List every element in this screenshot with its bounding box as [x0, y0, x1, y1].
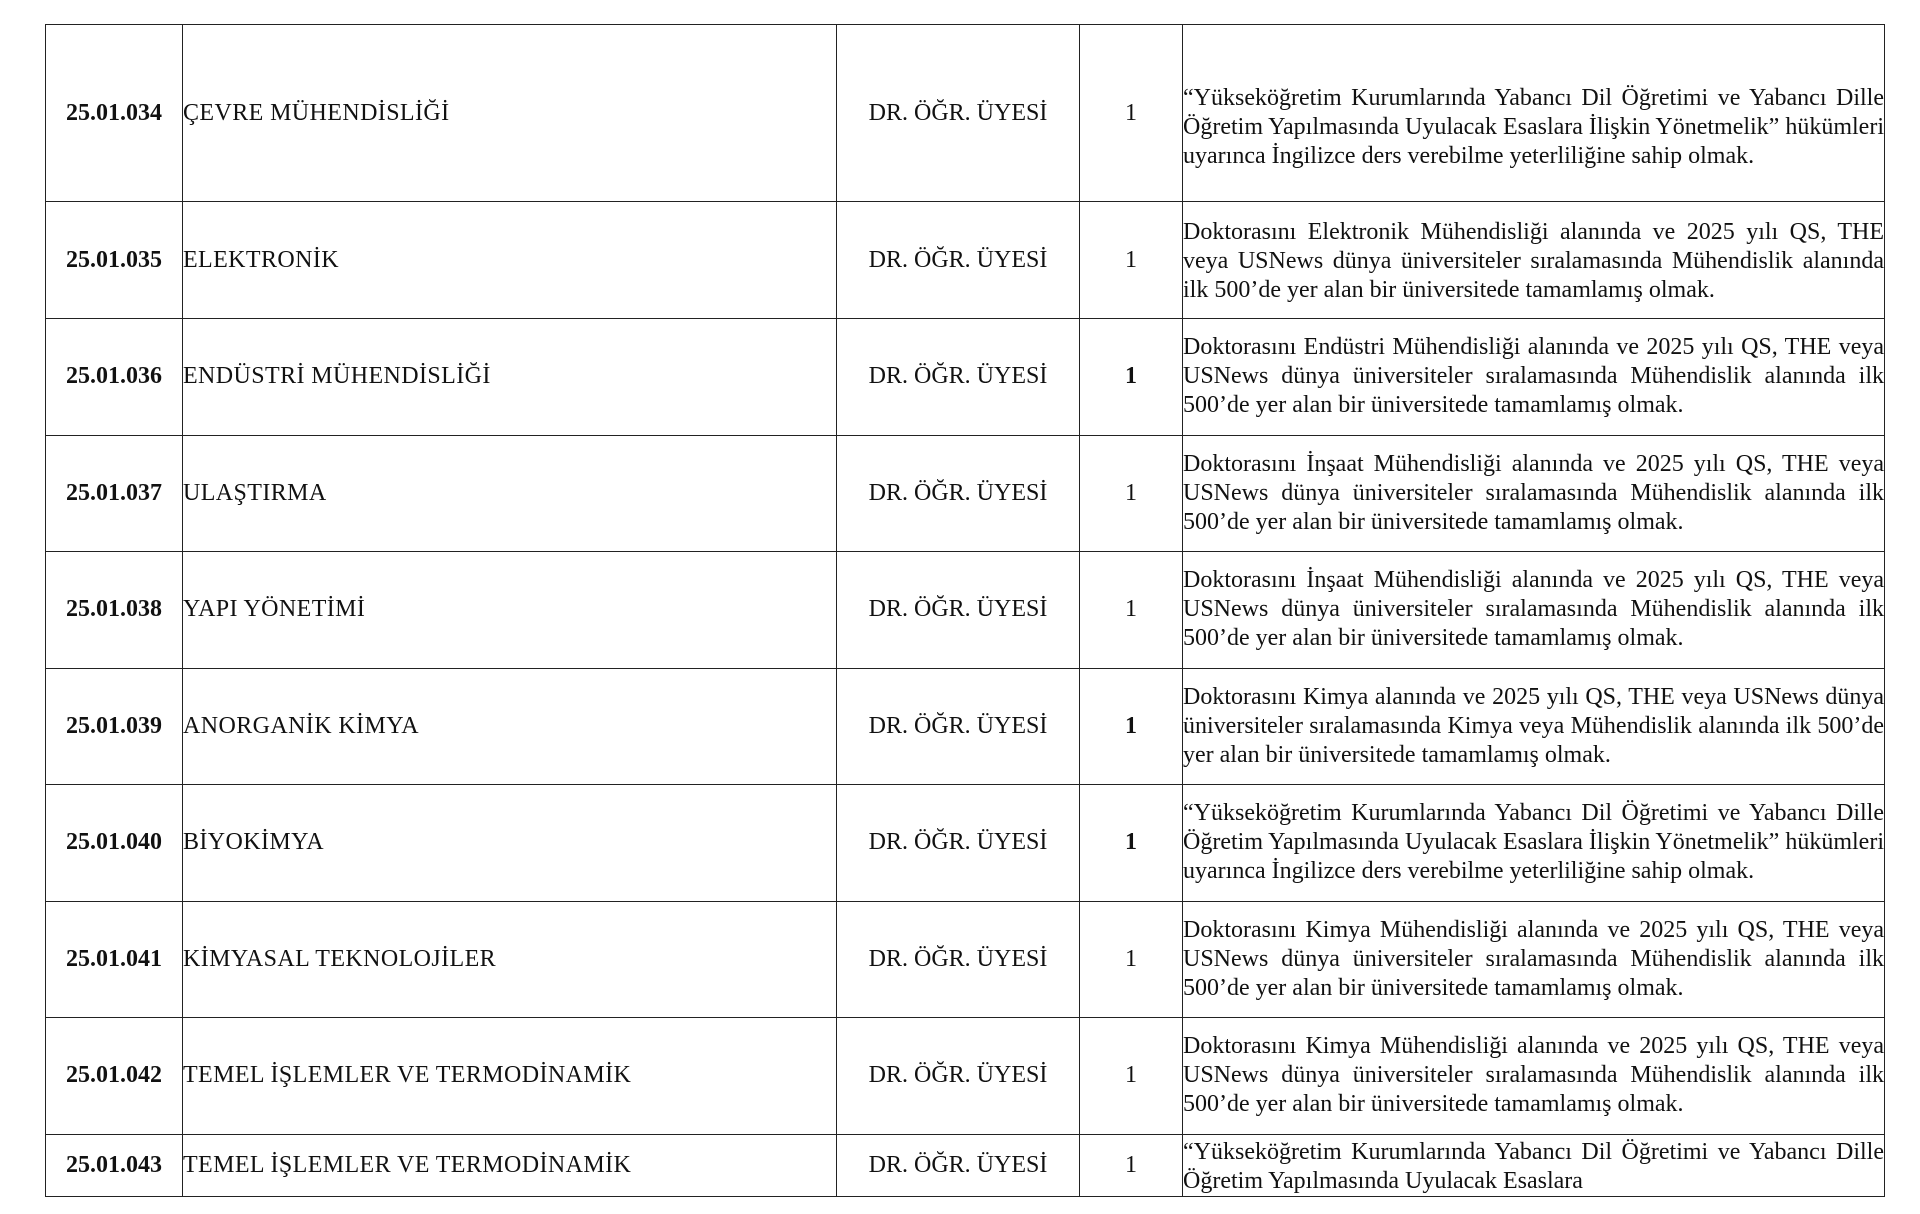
- department-name: TEMEL İŞLEMLER VE TERMODİNAMİK: [183, 1018, 837, 1135]
- position-count: 1: [1080, 1134, 1183, 1196]
- position-count: 1: [1080, 901, 1183, 1018]
- position-code: 25.01.043: [46, 1134, 183, 1196]
- requirement-cell: [1183, 552, 1885, 669]
- position-code: 25.01.038: [46, 552, 183, 669]
- table-row: [46, 25, 1885, 202]
- position-count: 1: [1080, 552, 1183, 669]
- requirement-cell: [1183, 1134, 1885, 1196]
- position-count: 1: [1080, 25, 1183, 202]
- academic-title: DR. ÖĞR. ÜYESİ: [837, 901, 1080, 1018]
- position-count: 1: [1080, 1018, 1183, 1135]
- department-name: TEMEL İŞLEMLER VE TERMODİNAMİK: [183, 1134, 837, 1196]
- position-count: 1: [1080, 319, 1183, 436]
- requirement-text: “Yükseköğretim Kurumlarında Yabancı Dil Öğretimi ve Yabancı Dille Öğretim Yapılmasında Uyulacak Esaslara İlişkin Yönetmelik” hükümleri uyarınca İngilizce ders verebilme yeterliliğine sahip olmak.: [1183, 84, 1884, 169]
- position-code: 25.01.040: [46, 785, 183, 902]
- position-code: 25.01.037: [46, 435, 183, 552]
- requirement-cell: [1183, 202, 1885, 319]
- academic-title: DR. ÖĞR. ÜYESİ: [837, 552, 1080, 669]
- requirement-cell: [1183, 901, 1885, 1018]
- requirement-text: Doktorasını Elektronik Mühendisliği alanında ve 2025 yılı QS, THE veya USNews dünya üniversiteler sıralamasında Mühendislik alanında ilk 500’de yer alan bir üniversitede tamamlamış olmak.: [1183, 218, 1884, 303]
- academic-title: DR. ÖĞR. ÜYESİ: [837, 1018, 1080, 1135]
- requirement-cell: [1183, 668, 1885, 785]
- table-row: [46, 668, 1885, 785]
- academic-title: DR. ÖĞR. ÜYESİ: [837, 785, 1080, 902]
- table-row: [46, 785, 1885, 902]
- department-name: YAPI YÖNETİMİ: [183, 552, 837, 669]
- requirement-text: Doktorasını Endüstri Mühendisliği alanında ve 2025 yılı QS, THE veya USNews dünya üniversiteler sıralamasında Mühendislik alanında ilk 500’de yer alan bir üniversitede tamamlamış olmak.: [1183, 334, 1884, 419]
- department-name: ELEKTRONİK: [183, 202, 837, 319]
- academic-title: DR. ÖĞR. ÜYESİ: [837, 668, 1080, 785]
- requirement-cell: [1183, 435, 1885, 552]
- academic-title: DR. ÖĞR. ÜYESİ: [837, 25, 1080, 202]
- table-row: [46, 1134, 1885, 1196]
- department-name: BİYOKİMYA: [183, 785, 837, 902]
- position-code: 25.01.035: [46, 202, 183, 319]
- requirement-text: Doktorasını Kimya Mühendisliği alanında ve 2025 yılı QS, THE veya USNews dünya üniversiteler sıralamasında Mühendislik alanında ilk 500’de yer alan bir üniversitede tamamlamış olmak.: [1183, 1033, 1884, 1118]
- academic-title: DR. ÖĞR. ÜYESİ: [837, 1134, 1080, 1196]
- requirement-cell: [1183, 1018, 1885, 1135]
- table-row: [46, 202, 1885, 319]
- table-row: [46, 552, 1885, 669]
- department-name: ANORGANİK KİMYA: [183, 668, 837, 785]
- department-name: KİMYASAL TEKNOLOJİLER: [183, 901, 837, 1018]
- requirement-cell: [1183, 25, 1885, 202]
- position-code: 25.01.041: [46, 901, 183, 1018]
- academic-title: DR. ÖĞR. ÜYESİ: [837, 202, 1080, 319]
- department-name: ÇEVRE MÜHENDİSLİĞİ: [183, 25, 837, 202]
- academic-title: DR. ÖĞR. ÜYESİ: [837, 435, 1080, 552]
- requirement-cell: [1183, 785, 1885, 902]
- table-row: [46, 319, 1885, 436]
- requirement-text: Doktorasını Kimya Mühendisliği alanında ve 2025 yılı QS, THE veya USNews dünya üniversiteler sıralamasında Mühendislik alanında ilk 500’de yer alan bir üniversitede tamamlamış olmak.: [1183, 916, 1884, 1001]
- position-code: 25.01.034: [46, 25, 183, 202]
- position-code: 25.01.039: [46, 668, 183, 785]
- table-row: [46, 435, 1885, 552]
- position-code: 25.01.036: [46, 319, 183, 436]
- requirement-text: Doktorasını Kimya alanında ve 2025 yılı QS, THE veya USNews dünya üniversiteler sıralamasında Kimya veya Mühendislik alanında ilk 500’de yer alan bir üniversitede tamamlamış olmak.: [1183, 683, 1884, 768]
- position-count: 1: [1080, 785, 1183, 902]
- position-count: 1: [1080, 668, 1183, 785]
- department-name: ULAŞTIRMA: [183, 435, 837, 552]
- academic-title: DR. ÖĞR. ÜYESİ: [837, 319, 1080, 436]
- requirement-cell: [1183, 319, 1885, 436]
- table-row: [46, 901, 1885, 1018]
- position-count: 1: [1080, 435, 1183, 552]
- position-code: 25.01.042: [46, 1018, 183, 1135]
- position-count: 1: [1080, 202, 1183, 319]
- requirement-text: Doktorasını İnşaat Mühendisliği alanında ve 2025 yılı QS, THE veya USNews dünya üniversiteler sıralamasında Mühendislik alanında ilk 500’de yer alan bir üniversitede tamamlamış olmak.: [1183, 450, 1884, 535]
- table-row: [46, 1018, 1885, 1135]
- faculty-position-table: [45, 24, 1885, 1197]
- requirement-text: “Yükseköğretim Kurumlarında Yabancı Dil Öğretimi ve Yabancı Dille Öğretim Yapılmasında Uyulacak Esaslara: [1183, 1138, 1884, 1194]
- requirement-text: “Yükseköğretim Kurumlarında Yabancı Dil Öğretimi ve Yabancı Dille Öğretim Yapılmasında Uyulacak Esaslara İlişkin Yönetmelik” hükümleri uyarınca İngilizce ders verebilme yeterliliğine sahip olmak.: [1183, 800, 1884, 885]
- requirement-text: Doktorasını İnşaat Mühendisliği alanında ve 2025 yılı QS, THE veya USNews dünya üniversiteler sıralamasında Mühendislik alanında ilk 500’de yer alan bir üniversitede tamamlamış olmak.: [1183, 567, 1884, 652]
- department-name: ENDÜSTRİ MÜHENDİSLİĞİ: [183, 319, 837, 436]
